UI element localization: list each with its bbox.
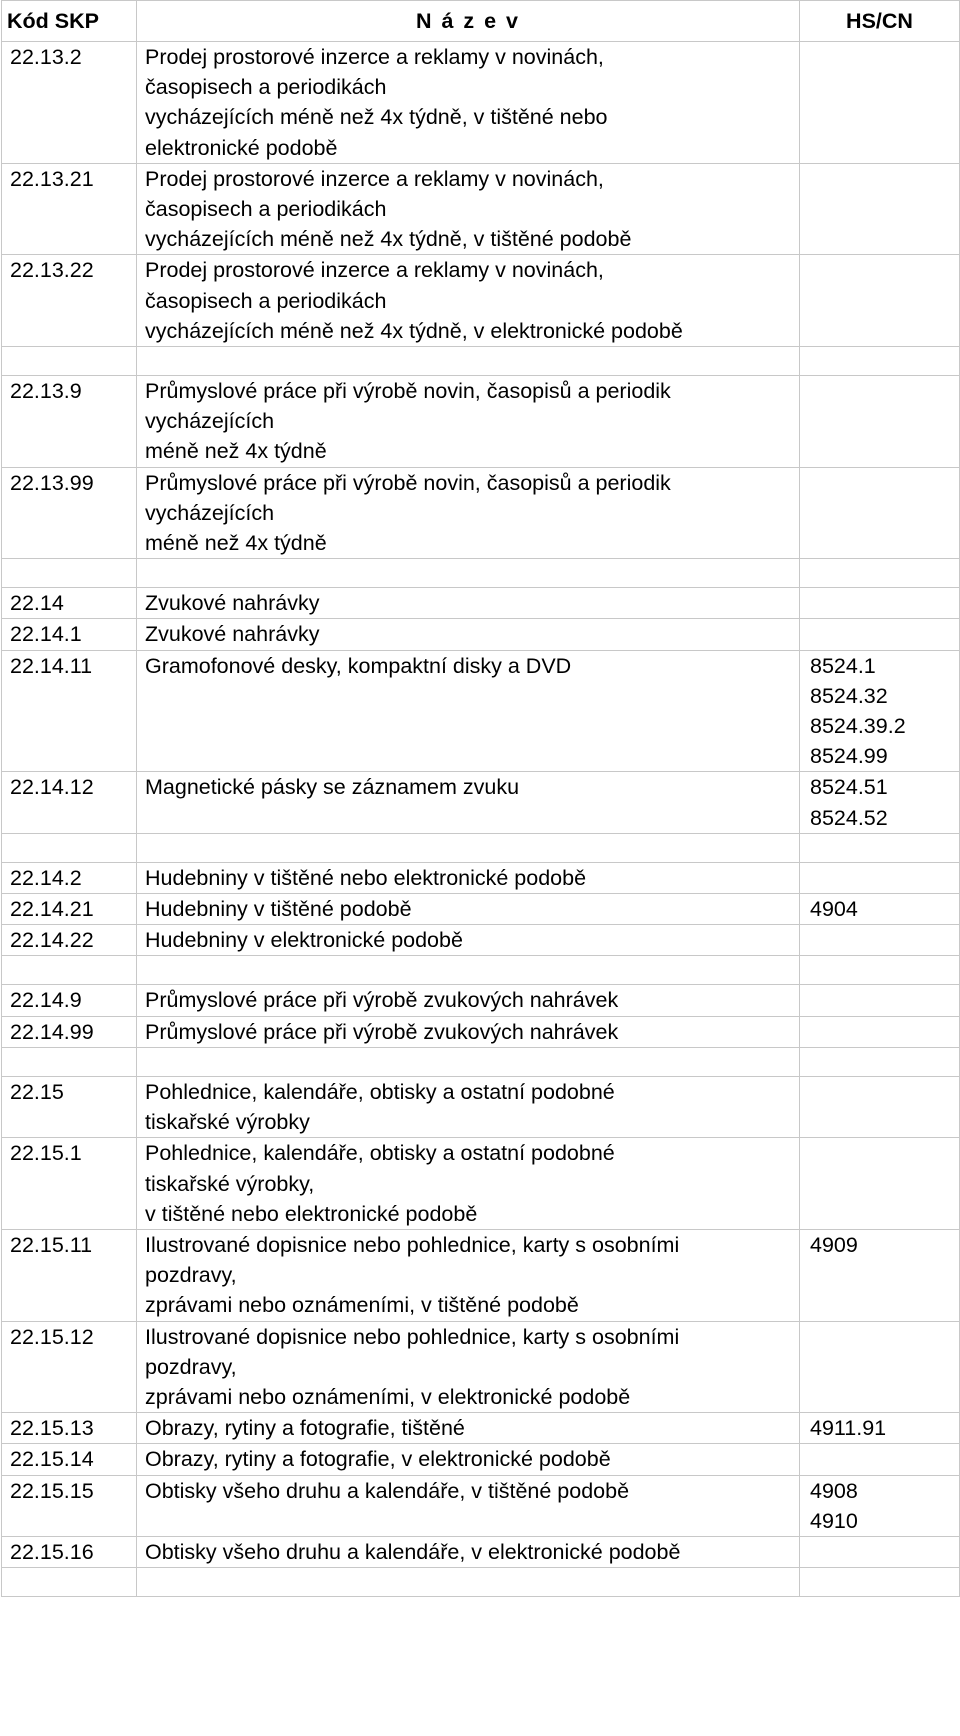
row-hs xyxy=(800,467,960,559)
row-name xyxy=(137,559,800,588)
row-code: 22.14.11 xyxy=(2,650,137,772)
table-row-blank xyxy=(2,1568,960,1597)
table-row xyxy=(2,772,960,833)
table-row xyxy=(2,42,960,164)
row-name: Průmyslové práce při výrobě novin, časopisů a periodik vycházejících méně než 4x týdně xyxy=(137,376,800,468)
row-hs: 4911.91 xyxy=(800,1413,960,1444)
row-hs xyxy=(800,1138,960,1230)
row-code: 22.13.22 xyxy=(2,255,137,347)
row-hs xyxy=(800,1444,960,1475)
row-code: 22.15 xyxy=(2,1076,137,1137)
row-name: Ilustrované dopisnice nebo pohlednice, karty s osobními pozdravy, zprávami nebo oznámeními, v tištěné podobě xyxy=(137,1229,800,1321)
table-row xyxy=(2,1016,960,1047)
row-hs xyxy=(800,925,960,956)
table-row xyxy=(2,1444,960,1475)
row-name: Obtisky všeho druhu a kalendáře, v elektronické podobě xyxy=(137,1536,800,1567)
row-code xyxy=(2,1568,137,1597)
row-code xyxy=(2,956,137,985)
header-code: Kód SKP xyxy=(2,1,137,42)
row-name xyxy=(137,956,800,985)
row-name: Hudebniny v elektronické podobě xyxy=(137,925,800,956)
table-row xyxy=(2,1536,960,1567)
header-hs: HS/CN xyxy=(800,1,960,42)
row-name: Hudebniny v tištěné podobě xyxy=(137,894,800,925)
row-hs xyxy=(800,1047,960,1076)
table-row xyxy=(2,588,960,619)
row-hs xyxy=(800,1076,960,1137)
row-hs xyxy=(800,559,960,588)
row-name: Hudebniny v tištěné nebo elektronické podobě xyxy=(137,862,800,893)
table-row xyxy=(2,1475,960,1536)
table-row xyxy=(2,1413,960,1444)
row-hs xyxy=(800,376,960,468)
row-code: 22.15.15 xyxy=(2,1475,137,1536)
row-code: 22.13.21 xyxy=(2,163,137,255)
table-row-blank xyxy=(2,347,960,376)
row-hs: 8524.1 8524.32 8524.39.2 8524.99 xyxy=(800,650,960,772)
row-name: Průmyslové práce při výrobě zvukových nahrávek xyxy=(137,985,800,1016)
table-row-blank xyxy=(2,833,960,862)
row-code: 22.13.2 xyxy=(2,42,137,164)
skp-classification-table xyxy=(1,0,960,1597)
row-hs xyxy=(800,1016,960,1047)
row-code xyxy=(2,1047,137,1076)
row-hs xyxy=(800,1321,960,1413)
row-hs xyxy=(800,347,960,376)
table-row xyxy=(2,925,960,956)
table-row-blank xyxy=(2,1047,960,1076)
table-row xyxy=(2,163,960,255)
row-code: 22.13.99 xyxy=(2,467,137,559)
row-name xyxy=(137,347,800,376)
table-row xyxy=(2,255,960,347)
row-hs xyxy=(800,833,960,862)
row-code: 22.14.9 xyxy=(2,985,137,1016)
row-name xyxy=(137,833,800,862)
row-code: 22.14.2 xyxy=(2,862,137,893)
row-hs xyxy=(800,985,960,1016)
table-row xyxy=(2,467,960,559)
table-row xyxy=(2,650,960,772)
row-name: Průmyslové práce při výrobě novin, časopisů a periodik vycházejících méně než 4x týdně xyxy=(137,467,800,559)
row-hs: 4904 xyxy=(800,894,960,925)
row-name: Zvukové nahrávky xyxy=(137,588,800,619)
row-code: 22.14 xyxy=(2,588,137,619)
row-hs: 4908 4910 xyxy=(800,1475,960,1536)
row-name: Gramofonové desky, kompaktní disky a DVD xyxy=(137,650,800,772)
row-code: 22.14.12 xyxy=(2,772,137,833)
row-name: Pohlednice, kalendáře, obtisky a ostatní podobné tiskařské výrobky xyxy=(137,1076,800,1137)
row-name: Ilustrované dopisnice nebo pohlednice, karty s osobními pozdravy, zprávami nebo oznámeními, v elektronické podobě xyxy=(137,1321,800,1413)
row-hs: 8524.51 8524.52 xyxy=(800,772,960,833)
row-hs xyxy=(800,42,960,164)
table-row xyxy=(2,1138,960,1230)
row-code: 22.15.11 xyxy=(2,1229,137,1321)
row-code: 22.14.1 xyxy=(2,619,137,650)
row-code: 22.14.21 xyxy=(2,894,137,925)
row-code: 22.15.1 xyxy=(2,1138,137,1230)
row-code: 22.13.9 xyxy=(2,376,137,468)
table-row xyxy=(2,1229,960,1321)
row-name: Průmyslové práce při výrobě zvukových nahrávek xyxy=(137,1016,800,1047)
row-code: 22.15.13 xyxy=(2,1413,137,1444)
table-row xyxy=(2,862,960,893)
row-name: Prodej prostorové inzerce a reklamy v novinách, časopisech a periodikách vycházejících méně než 4x týdně, v elektronické podobě xyxy=(137,255,800,347)
row-hs xyxy=(800,862,960,893)
row-code: 22.15.14 xyxy=(2,1444,137,1475)
row-name: Magnetické pásky se záznamem zvuku xyxy=(137,772,800,833)
row-name: Prodej prostorové inzerce a reklamy v novinách, časopisech a periodikách vycházejících méně než 4x týdně, v tištěné podobě xyxy=(137,163,800,255)
row-hs xyxy=(800,163,960,255)
row-hs xyxy=(800,1568,960,1597)
row-name: Prodej prostorové inzerce a reklamy v novinách, časopisech a periodikách vycházejících méně než 4x týdně, v tištěné nebo elektronické podobě xyxy=(137,42,800,164)
header-name: N á z e v xyxy=(137,1,800,42)
table-row xyxy=(2,619,960,650)
row-name: Pohlednice, kalendáře, obtisky a ostatní podobné tiskařské výrobky, v tištěné nebo elektronické podobě xyxy=(137,1138,800,1230)
row-hs xyxy=(800,619,960,650)
row-code xyxy=(2,347,137,376)
table-header-row xyxy=(2,1,960,42)
row-code: 22.14.22 xyxy=(2,925,137,956)
table-row xyxy=(2,1076,960,1137)
row-name: Obrazy, rytiny a fotografie, tištěné xyxy=(137,1413,800,1444)
table-row xyxy=(2,985,960,1016)
table-row xyxy=(2,376,960,468)
row-code: 22.15.16 xyxy=(2,1536,137,1567)
row-name: Obtisky všeho druhu a kalendáře, v tištěné podobě xyxy=(137,1475,800,1536)
row-hs xyxy=(800,956,960,985)
row-hs xyxy=(800,255,960,347)
row-code: 22.15.12 xyxy=(2,1321,137,1413)
row-hs: 4909 xyxy=(800,1229,960,1321)
row-hs xyxy=(800,588,960,619)
row-code: 22.14.99 xyxy=(2,1016,137,1047)
row-name xyxy=(137,1568,800,1597)
table-row xyxy=(2,894,960,925)
row-code xyxy=(2,833,137,862)
table-row xyxy=(2,1321,960,1413)
row-name xyxy=(137,1047,800,1076)
row-name: Obrazy, rytiny a fotografie, v elektronické podobě xyxy=(137,1444,800,1475)
table-row-blank xyxy=(2,559,960,588)
table-row-blank xyxy=(2,956,960,985)
row-hs xyxy=(800,1536,960,1567)
row-name: Zvukové nahrávky xyxy=(137,619,800,650)
row-code xyxy=(2,559,137,588)
